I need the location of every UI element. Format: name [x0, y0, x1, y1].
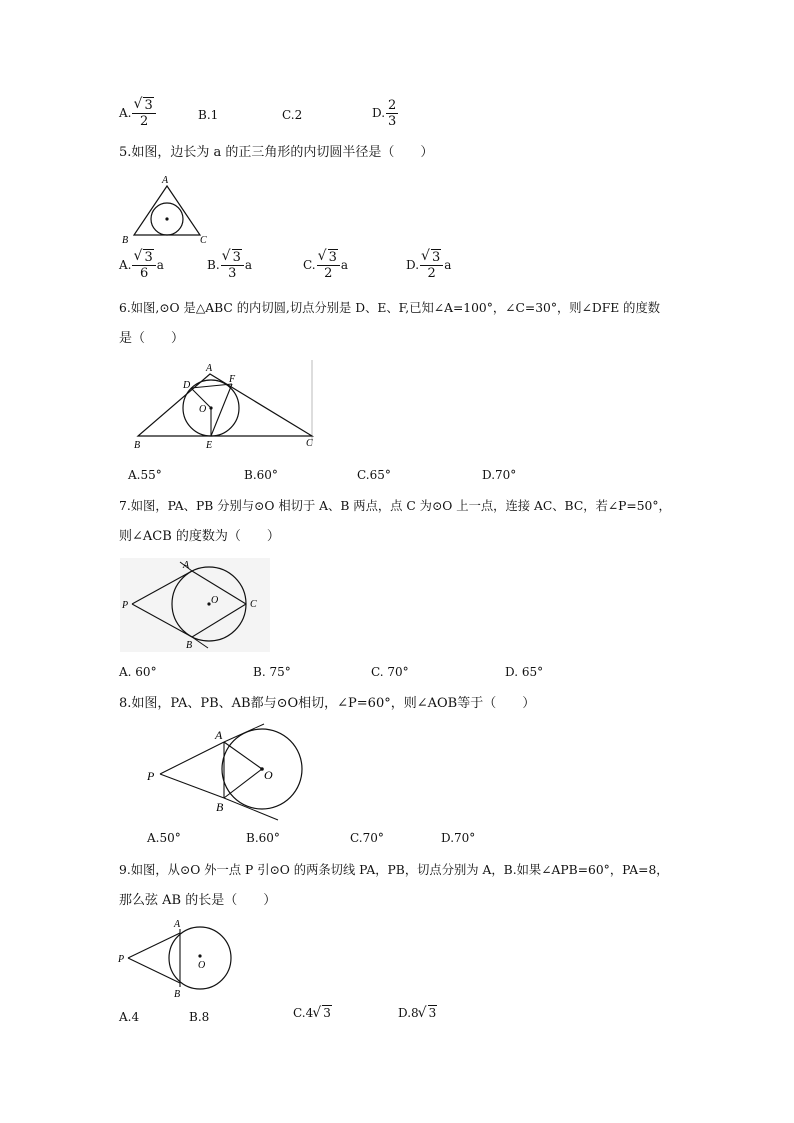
q5-triangle — [134, 186, 200, 235]
q9-label-o: O — [198, 960, 206, 971]
q6-segment-fe — [211, 384, 232, 436]
q5-center-dot — [165, 217, 168, 220]
q8-label-a: A — [215, 728, 223, 742]
q6-label-f: F — [229, 374, 236, 385]
q4-option-b: B.1 — [198, 108, 219, 122]
q9-option-a: A.4 — [119, 1010, 140, 1024]
q9-option-c: C.4√ 3 — [293, 1006, 332, 1020]
q8-tangent-pa — [160, 742, 224, 774]
q6-option-b: B.60° — [244, 468, 278, 482]
q6-option-c: C.65° — [357, 468, 391, 482]
q6-stem-line1: 6.如图,⊙O 是△ABC 的内切圆,切点分别是 D、E、F,已知∠A=100°，∠C=30°，则∠DFE 的度数 — [119, 301, 661, 315]
q8-option-c: C.70° — [350, 831, 384, 845]
q5-option-b: B. √ $\frac{3}{3}$ a — [207, 250, 252, 281]
q9-label-a: A — [174, 919, 181, 930]
q5-option-d: D. √ $\frac{3}{2}$ a — [406, 250, 451, 281]
q8-segment-bo — [224, 769, 262, 798]
q8-label-b: B — [216, 800, 224, 814]
q6-label-o: O — [199, 404, 207, 415]
q8-option-d: D.70° — [441, 831, 476, 845]
q5-label-c: C — [200, 235, 207, 246]
q9-option-b: B.8 — [189, 1010, 210, 1024]
q6-label-a: A — [206, 363, 213, 374]
q7-label-c: C — [250, 599, 257, 610]
q7-option-c: C. 70° — [371, 665, 409, 679]
q8-segment-ao — [224, 742, 262, 769]
q8-option-b: B.60° — [246, 831, 280, 845]
q5-label-a: A — [162, 175, 169, 186]
q5-option-c: C. √ $\frac{3}{2}$ a — [303, 250, 348, 281]
q9-figure-tangents-chord — [116, 916, 238, 1000]
q7-option-a: A. 60° — [119, 665, 157, 679]
q6-stem-line2: 是（ ） — [119, 331, 185, 346]
q6-label-e: E — [206, 440, 213, 451]
q7-label-b: B — [186, 640, 193, 651]
q4-option-c: C.2 — [282, 108, 303, 122]
q6-center-dot — [209, 406, 212, 409]
q7-stem-line1: 7.如图，PA、PB 分别与⊙O 相切于 A、B 两点，点 C 为⊙O 上一点，连接 AC、BC，若∠P=50°， — [119, 499, 671, 513]
q9-label-b: B — [174, 989, 181, 1000]
q9-label-p: P — [118, 954, 125, 965]
q9-center-dot — [198, 954, 201, 957]
q5-label-b: B — [122, 235, 129, 246]
q8-label-p: P — [147, 769, 155, 783]
q7-stem-line2: 则∠ACB 的度数为（ ） — [119, 529, 280, 544]
q7-label-p: P — [122, 600, 129, 611]
q5-option-a: A. √ $\frac{3}{6}$ a — [119, 250, 164, 281]
q6-label-c: C — [306, 438, 313, 449]
q9-circle — [169, 927, 231, 989]
q9-option-d: D.8√ 3 — [398, 1006, 437, 1020]
q5-stem: 5.如图，边长为 a 的正三角形的内切圆半径是（ ） — [119, 145, 434, 160]
q9-stem-line1: 9.如图，从⊙O 外一点 P 引⊙O 的两条切线 PA，PB，切点分别为 A，B.如果∠APB=60°，PA=8， — [119, 863, 669, 877]
q4-option-a: A. √ $\frac{3}{2}$ — [119, 98, 157, 129]
q6-option-d: D.70° — [482, 468, 517, 482]
q8-stem: 8.如图，PA、PB、AB都与⊙O相切，∠P=60°，则∠AOB等于（ ） — [119, 696, 536, 711]
q7-option-b: B. 75° — [253, 665, 291, 679]
q7-label-o: O — [211, 595, 219, 606]
q7-option-d: D. 65° — [505, 665, 544, 679]
q4-option-d: D. $\frac{2}{3}$ — [372, 98, 397, 129]
q6-label-b: B — [134, 440, 141, 451]
q6-figure-triangle-incircle — [126, 360, 318, 452]
q5-figure-equilateral-incircle — [118, 172, 218, 246]
q8-extension-a — [224, 724, 264, 742]
q6-option-a: A.55° — [128, 468, 162, 482]
q8-tangent-pb — [160, 774, 224, 798]
q8-option-a: A.50° — [147, 831, 181, 845]
q8-extension-b — [224, 798, 278, 820]
q6-label-d: D — [183, 380, 191, 391]
q9-stem-line2: 那么弦 AB 的长是（ ） — [119, 893, 277, 908]
q8-figure-tangent-triangle — [140, 722, 310, 824]
q7-figure-tangents — [120, 558, 270, 652]
q7-label-a: A — [183, 560, 190, 571]
q8-label-o: O — [264, 768, 273, 782]
